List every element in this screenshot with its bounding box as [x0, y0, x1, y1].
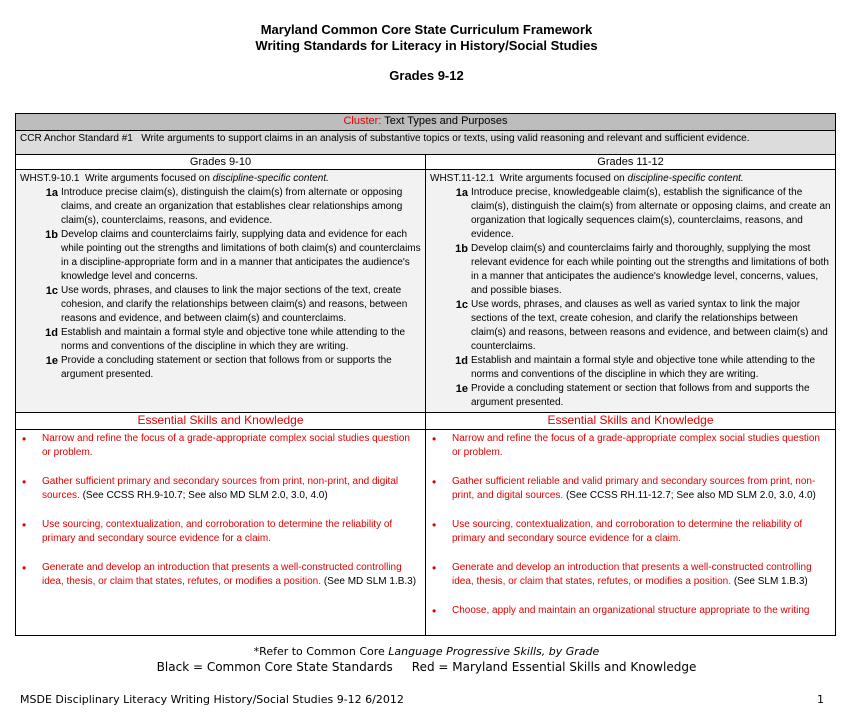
standard-item-text: Provide a concluding statement or section that follows from or supports the argument presented. — [61, 355, 392, 380]
esk-bullet-text — [452, 518, 829, 546]
esk-bullet-red-text: Generate and develop an introduction that presents a well-constructed controlling idea, thesis, or claim that states, refutes, or modifies a position. — [452, 562, 812, 587]
esk-bullet-red-text: Narrow and refine the focus of a grade-appropriate complex social studies question or problem. — [42, 433, 410, 458]
bullet-icon: • — [432, 432, 437, 446]
esk-bullet-item — [22, 561, 419, 589]
standard-item-text: Establish and maintain a formal style and objective tone while attending to the norms and conventions of the discipline in which they are writing. — [61, 327, 406, 352]
standard-item-1d — [430, 354, 831, 382]
standards-11-12 — [426, 170, 836, 413]
esk-bullet-item — [432, 432, 829, 460]
esk-bullet-text — [42, 561, 419, 589]
standard-item-text: Develop claims and counterclaims fairly, supplying data and evidence for each while pointing out the strengths and limitations of both claim(s) and counterclaims in a discipline-appropriate form and in a manner that anticipates the audience's knowledge level and concerns. — [61, 229, 421, 282]
standard-code: WHST.11-12.1 — [430, 173, 495, 184]
standards-table — [15, 113, 836, 636]
standard-item-1a — [20, 186, 421, 228]
page-number: 1 — [817, 693, 824, 706]
grades-9-10-heading: Grades 9-10 — [16, 155, 426, 170]
standard-item-label: 1d — [455, 355, 468, 367]
esk-bullet-item — [432, 475, 829, 503]
esk-bullet-text — [42, 518, 419, 546]
esk-bullet-item — [22, 475, 419, 503]
esk-bullet-item — [432, 518, 829, 546]
bullet-icon: • — [432, 518, 437, 532]
standard-item-1e — [20, 354, 421, 382]
esk-bullet-reference: (See CCSS RH.11-12.7; See also MD SLM 2.0, 3.0, 4.0) — [565, 490, 816, 501]
standard-item-label: 1a — [45, 187, 58, 199]
standards-9-10 — [16, 170, 426, 413]
anchor-text: Write arguments to support claims in an analysis of substantive topics or texts, using valid reasoning and relevant and sufficient evidence. — [141, 133, 750, 144]
standard-item-text: Use words, phrases, and clauses as well as varied syntax to link the major sections of the text, create cohesion, and clarify the relationships between claim(s) and reasons, between reasons and evidence, and between claim(s) and counterclaims. — [471, 299, 828, 352]
esk-bullet-item — [22, 518, 419, 546]
standard-item-1b — [430, 242, 831, 298]
esk-bullet-item — [432, 561, 829, 589]
esk-bullet-red-text: Gather sufficient primary and secondary sources from print, non-print, and digital sources. — [42, 476, 399, 501]
standard-item-1c — [20, 284, 421, 326]
standard-item-1c — [430, 298, 831, 354]
standard-item-1d — [20, 326, 421, 354]
document-subtitle: Writing Standards for Literacy in History/Social Studies — [255, 38, 598, 53]
standard-intro-text: Write arguments focused on — [85, 173, 210, 184]
standard-intro-text: Write arguments focused on — [499, 173, 625, 184]
color-legend: Black = Common Core State Standards Red = Maryland Essential Skills and Knowledge — [156, 660, 697, 674]
standard-intro-italic: discipline-specific content. — [627, 173, 744, 184]
esk-heading-11-12: Essential Skills and Knowledge — [426, 413, 836, 430]
bullet-icon: • — [432, 561, 437, 575]
esk-bullet-red-text: Generate and develop an introduction that presents a well-constructed controlling idea, thesis, or claim that states, refutes, or modifies a position. — [42, 562, 402, 587]
reference-note-text: *Refer to Common Core — [253, 645, 385, 658]
bullet-icon: • — [432, 475, 437, 489]
standard-item-1b — [20, 228, 421, 284]
esk-bullet-text — [452, 604, 829, 618]
standard-item-label: 1c — [455, 299, 468, 311]
cluster-value: Text Types and Purposes — [384, 115, 508, 127]
esk-list-9-10 — [16, 430, 426, 636]
esk-bullet-red-text: Gather sufficient reliable and valid primary and secondary sources from print, non-print, and digital sources. — [452, 476, 816, 501]
anchor-standard-row — [16, 131, 836, 155]
esk-bullet-text — [42, 475, 419, 503]
standard-item-1a — [430, 186, 831, 242]
bullet-icon: • — [22, 518, 27, 532]
esk-bullet-item — [432, 604, 829, 618]
standard-intro — [430, 172, 831, 186]
esk-bullet-text — [452, 475, 829, 503]
standard-item-text: Provide a concluding statement or section that follows from and supports the argument presented. — [471, 383, 810, 408]
standard-item-text: Use words, phrases, and clauses to link the major sections of the text, create cohesion, and clarify the relationships between claim(s) and reasons, between reasons and evidence, and between claim(s) and counterclaims. — [61, 285, 408, 324]
esk-bullet-red-text: Use sourcing, contextualization, and corroboration to determine the reliability of primary and secondary source evidence for a claim. — [42, 519, 393, 544]
esk-bullet-red-text: Narrow and refine the focus of a grade-appropriate complex social studies question or problem. — [452, 433, 820, 458]
bullet-icon: • — [22, 432, 27, 446]
standard-item-label: 1b — [455, 243, 468, 255]
esk-bullet-red-text: Choose, apply and maintain an organizational structure appropriate to the writing — [452, 605, 810, 616]
standard-item-text: Introduce precise, knowledgeable claim(s), establish the significance of the claim(s), distinguish the claim(s) from alternate or opposing claims, and create an organization that logically sequences claim(s), counterclaims, reasons, and evidence. — [471, 187, 831, 240]
standard-item-text: Introduce precise claim(s), distinguish the claim(s) from alternate or opposing claims, and create an organization that establishes clear relationships among claim(s), counterclaims, reasons, and evidence. — [61, 187, 403, 226]
bullet-icon: • — [22, 561, 27, 575]
reference-note — [0, 645, 853, 658]
standard-intro-italic: discipline-specific content. — [212, 173, 329, 184]
standard-intro — [20, 172, 421, 186]
esk-bullet-text — [452, 432, 829, 460]
standard-code: WHST.9-10.1 — [20, 173, 80, 184]
standard-item-label: 1c — [45, 285, 58, 297]
esk-bullet-reference: (See SLM 1.B.3) — [733, 576, 808, 587]
anchor-label: CCR Anchor Standard #1 — [20, 133, 133, 144]
standard-item-label: 1a — [455, 187, 468, 199]
bullet-icon: • — [432, 604, 437, 618]
standard-item-text: Establish and maintain a formal style and objective tone while attending to the norms and conventions of the discipline in which they are writing. — [471, 355, 816, 380]
bullet-icon: • — [22, 475, 27, 489]
standard-item-label: 1b — [45, 229, 58, 241]
standard-item-label: 1e — [455, 383, 468, 395]
esk-list-11-12 — [426, 430, 836, 636]
esk-bullet-text — [452, 561, 829, 589]
cluster-label: Cluster: — [343, 115, 382, 127]
esk-bullet-red-text: Use sourcing, contextualization, and corroboration to determine the reliability of primary and secondary source evidence for a claim. — [452, 519, 803, 544]
standard-item-text: Develop claim(s) and counterclaims fairly and thoroughly, supplying the most relevant evidence for each while pointing out the strengths and limitations of both in a manner that anticipates the audience's knowledge level, concerns, values, and possible biases. — [471, 243, 829, 296]
page-footer: MSDE Disciplinary Literacy Writing History/Social Studies 9-12 6/2012 — [20, 693, 404, 706]
standard-item-label: 1e — [45, 355, 58, 367]
esk-bullet-text — [42, 432, 419, 460]
standard-item-1e — [430, 382, 831, 410]
grades-11-12-heading: Grades 11-12 — [426, 155, 836, 170]
cluster-row — [16, 114, 836, 131]
esk-bullet-reference: (See CCSS RH.9-10.7; See also MD SLM 2.0, 3.0, 4.0) — [82, 490, 328, 501]
reference-note-italic: Language Progressive Skills, by Grade — [388, 645, 600, 658]
esk-bullet-reference: (See MD SLM 1.B.3) — [323, 576, 417, 587]
grade-range-title: Grades 9-12 — [389, 68, 464, 83]
standard-item-label: 1d — [45, 327, 58, 339]
esk-heading-9-10: Essential Skills and Knowledge — [16, 413, 426, 430]
esk-bullet-item — [22, 432, 419, 460]
document-title: Maryland Common Core State Curriculum Framework — [260, 22, 593, 37]
